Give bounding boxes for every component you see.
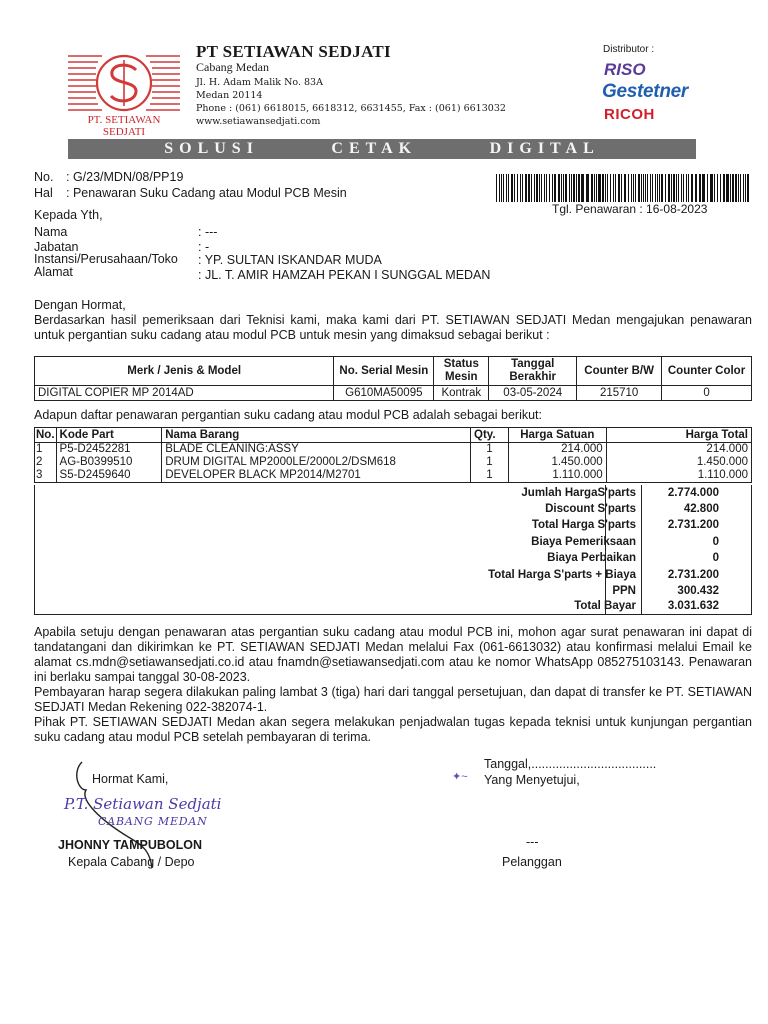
machine-counter-bw: 215710 bbox=[577, 386, 662, 401]
approval-date-line: Tanggal,.................................... bbox=[484, 757, 657, 771]
brand-logo-gestetner: Gestetner bbox=[602, 81, 689, 102]
barcode bbox=[496, 174, 752, 202]
summary-value: 0 bbox=[712, 552, 719, 564]
summary-row bbox=[35, 569, 753, 584]
parts-table bbox=[34, 427, 752, 483]
machine-status: Kontrak bbox=[434, 386, 489, 401]
summary-row bbox=[35, 519, 753, 534]
barcode-bar bbox=[621, 174, 622, 202]
barcode-bar bbox=[569, 174, 570, 202]
subject-value: : Penawaran Suku Cadang atau Modul PCB Mesin bbox=[66, 186, 347, 200]
summary-label: Discount S'parts bbox=[545, 503, 636, 515]
summary-row bbox=[35, 503, 753, 518]
col-header-status: Status Mesin bbox=[434, 357, 489, 386]
summary-label: Jumlah HargaS'parts bbox=[521, 487, 636, 499]
company-phone: Phone : (061) 6618015, 6618312, 6631455, Fax : (061) 6613032 bbox=[196, 103, 506, 114]
logo-caption: PT. SETIAWAN SEDJATI bbox=[87, 114, 161, 138]
barcode-bar bbox=[514, 174, 515, 202]
barcode-bar bbox=[659, 174, 660, 202]
recipient-salutation: Kepada Yth, bbox=[34, 208, 103, 222]
slogan-banner bbox=[68, 139, 696, 159]
barcode-bar bbox=[610, 174, 611, 202]
barcode-bar bbox=[688, 174, 689, 202]
company-address-city: Medan 20114 bbox=[196, 90, 263, 101]
barcode-bar bbox=[676, 174, 677, 202]
part-code: S5-D2459640 bbox=[56, 469, 162, 483]
barcode-bar bbox=[506, 174, 507, 202]
barcode-bar bbox=[695, 174, 697, 202]
part-name: BLADE CLEANING:ASSY bbox=[162, 443, 471, 457]
pen-mark-icon: ✦~ bbox=[452, 771, 468, 783]
col-header-end-date: Tanggal Berakhir bbox=[489, 357, 577, 386]
closing-regards: Hormat Kami, bbox=[92, 772, 169, 786]
barcode-bar bbox=[707, 174, 708, 202]
barcode-bar bbox=[596, 174, 597, 202]
col-header-total-price: Harga Total bbox=[606, 428, 751, 443]
company-stamp-branch: CABANG MEDAN bbox=[98, 815, 208, 828]
barcode-bar bbox=[546, 174, 547, 202]
barcode-bar bbox=[635, 174, 636, 202]
machine-model: DIGITAL COPIER MP 2014AD bbox=[35, 386, 334, 401]
barcode-bar bbox=[618, 174, 620, 202]
part-qty: 1 bbox=[471, 456, 509, 469]
barcode-bar bbox=[647, 174, 648, 202]
summary-label: Total Bayar bbox=[574, 600, 636, 612]
part-no: 1 bbox=[35, 443, 57, 457]
part-unit-price: 214.000 bbox=[508, 443, 606, 457]
barcode-bar bbox=[536, 174, 538, 202]
barcode-bar bbox=[549, 174, 550, 202]
summary-label: Biaya Pemeriksaan bbox=[531, 536, 636, 548]
part-qty: 1 bbox=[471, 443, 509, 457]
barcode-bar bbox=[720, 174, 721, 202]
barcode-bar bbox=[732, 174, 734, 202]
summary-label: Biaya Perbaikan bbox=[547, 552, 636, 564]
barcode-bar bbox=[531, 174, 532, 202]
barcode-bar bbox=[558, 174, 560, 202]
part-code: P5-D2452281 bbox=[56, 443, 162, 457]
col-header-counter-bw: Counter B/W bbox=[577, 357, 662, 386]
barcode-bar bbox=[683, 174, 684, 202]
barcode-bar bbox=[525, 174, 527, 202]
summary-value: 3.031.632 bbox=[667, 600, 719, 612]
barcode-bar bbox=[565, 174, 567, 202]
barcode-bar bbox=[501, 174, 502, 202]
signatory-title: Kepala Cabang / Depo bbox=[68, 855, 195, 869]
barcode-bar bbox=[615, 174, 616, 202]
barcode-bar bbox=[730, 174, 731, 202]
table-row bbox=[35, 443, 752, 457]
barcode-bar bbox=[539, 174, 540, 202]
summary-value: 0 bbox=[712, 536, 719, 548]
barcode-bar bbox=[563, 174, 564, 202]
barcode-bar bbox=[710, 174, 713, 202]
barcode-bar bbox=[645, 174, 646, 202]
barcode-bar bbox=[650, 174, 651, 202]
barcode-bar bbox=[528, 174, 530, 202]
barcode-bar bbox=[607, 174, 608, 202]
barcode-bar bbox=[665, 174, 666, 202]
barcode-bar bbox=[691, 174, 693, 202]
intro-paragraph: Berdasarkan hasil pemeriksaan dari Teknisi kami, maka kami dari PT. SETIAWAN SEDJATI Medan mengajukan penawaran untuk pergantian suku cadang atau modul PCB untuk mesin yang dimaksud sebagai berikut : bbox=[34, 313, 752, 342]
company-stamp: P.T. Setiawan Sedjati bbox=[64, 795, 222, 813]
greeting: Dengan Hormat, bbox=[34, 298, 126, 312]
summary-row bbox=[35, 600, 753, 615]
address-value: : JL. T. AMIR HAMZAH PEKAN I SUNGGAL MEDAN bbox=[198, 268, 491, 282]
barcode-bar bbox=[591, 174, 593, 202]
barcode-bar bbox=[702, 174, 705, 202]
barcode-bar bbox=[655, 174, 656, 202]
parts-table-header bbox=[35, 428, 752, 443]
barcode-bar bbox=[561, 174, 562, 202]
part-qty: 1 bbox=[471, 469, 509, 483]
barcode-bar bbox=[586, 174, 589, 202]
barcode-bar bbox=[508, 174, 509, 202]
company-logo bbox=[66, 44, 182, 138]
summary-value: 2.731.200 bbox=[667, 519, 719, 531]
col-header-no: No. bbox=[36, 428, 55, 441]
part-no: 2 bbox=[35, 456, 57, 469]
barcode-bar bbox=[717, 174, 718, 202]
col-header-unit-price: Harga Satuan bbox=[508, 428, 606, 443]
banner-word: SOLUSI bbox=[164, 140, 259, 157]
part-name: DRUM DIGITAL MP2000LE/2000L2/DSM618 bbox=[162, 456, 471, 469]
barcode-bar bbox=[652, 174, 653, 202]
barcode-bar bbox=[738, 174, 739, 202]
barcode-bar bbox=[668, 174, 670, 202]
number-label: No. bbox=[34, 170, 54, 184]
barcode-bar bbox=[743, 174, 744, 202]
approval-label: Yang Menyetujui, bbox=[484, 773, 580, 787]
barcode-bar bbox=[517, 174, 518, 202]
barcode-bar bbox=[740, 174, 741, 202]
col-header-serial: No. Serial Mesin bbox=[334, 357, 434, 386]
barcode-bar bbox=[628, 174, 629, 202]
customer-name: --- bbox=[526, 835, 539, 849]
company-address-street: Jl. H. Adam Malik No. 83A bbox=[196, 77, 323, 88]
barcode-bar bbox=[673, 174, 675, 202]
barcode-bar bbox=[714, 174, 715, 202]
barcode-bar bbox=[534, 174, 535, 202]
machine-counter-color: 0 bbox=[662, 386, 752, 401]
col-header-item-name: Nama Barang bbox=[162, 428, 471, 443]
barcode-bar bbox=[576, 174, 577, 202]
summary-row bbox=[35, 536, 753, 551]
summary-label: Total Harga S'parts bbox=[531, 519, 636, 531]
barcode-bar bbox=[552, 174, 553, 202]
barcode-bar bbox=[631, 174, 632, 202]
barcode-bar bbox=[573, 174, 575, 202]
part-no: 3 bbox=[35, 469, 57, 483]
barcode-bar bbox=[598, 174, 601, 202]
summary-row bbox=[35, 585, 753, 600]
barcode-bar bbox=[657, 174, 658, 202]
barcode-bar bbox=[671, 174, 672, 202]
company-name: PT SETIAWAN SEDJATI bbox=[196, 42, 391, 61]
barcode-bar bbox=[571, 174, 572, 202]
barcode-bar bbox=[699, 174, 701, 202]
price-summary bbox=[34, 485, 752, 615]
barcode-bar bbox=[503, 174, 504, 202]
name-value: : --- bbox=[198, 225, 218, 239]
barcode-bar bbox=[735, 174, 737, 202]
barcode-bar bbox=[581, 174, 584, 202]
institution-value: : YP. SULTAN ISKANDAR MUDA bbox=[198, 253, 382, 267]
barcode-bar bbox=[613, 174, 614, 202]
barcode-bar bbox=[499, 174, 500, 202]
col-header-qty: Qty. bbox=[471, 428, 509, 443]
barcode-bar bbox=[511, 174, 513, 202]
barcode-bar bbox=[544, 174, 545, 202]
barcode-bar bbox=[745, 174, 746, 202]
parts-intro: Adapun daftar penawaran pergantian suku cadang atau modul PCB adalah sebagai berikut: bbox=[34, 408, 542, 422]
position-label: Jabatan bbox=[34, 240, 79, 254]
number-value: : G/23/MDN/08/PP19 bbox=[66, 170, 184, 184]
summary-value: 2.774.000 bbox=[667, 487, 719, 499]
part-code: AG-B0399510 bbox=[56, 456, 162, 469]
brand-logo-ricoh: RICOH bbox=[604, 106, 655, 123]
barcode-bar bbox=[602, 174, 604, 202]
summary-value: 42.800 bbox=[683, 503, 719, 515]
position-value: : - bbox=[198, 240, 210, 254]
barcode-bar bbox=[726, 174, 729, 202]
summary-row bbox=[35, 552, 753, 567]
customer-label: Pelanggan bbox=[502, 855, 562, 869]
distributor-label: Distributor : bbox=[603, 44, 655, 55]
machine-table-header bbox=[35, 357, 752, 386]
barcode-bar bbox=[686, 174, 687, 202]
barcode-bar bbox=[641, 174, 642, 202]
summary-label: Total Harga S'parts + Biaya bbox=[488, 569, 636, 581]
barcode-bar bbox=[633, 174, 634, 202]
offer-date: Tgl. Penawaran : 16-08-2023 bbox=[552, 202, 708, 216]
barcode-bar bbox=[496, 174, 497, 202]
summary-label: PPN bbox=[612, 585, 636, 597]
barcode-bar bbox=[554, 174, 556, 202]
barcode-bar bbox=[522, 174, 523, 202]
company-website: www.setiawansedjati.com bbox=[196, 116, 321, 127]
brand-logo-riso: RISO bbox=[604, 60, 646, 79]
barcode-bar bbox=[520, 174, 521, 202]
closing-paragraph-schedule: Pihak PT. SETIAWAN SEDJATI Medan akan segera melakukan penjadwalan tugas kepada teknisi untuk kunjungan pergantian suku cadang atau modul PCB setelah pembayaran di terima. bbox=[34, 715, 752, 744]
part-total-price: 1.450.000 bbox=[606, 456, 751, 469]
barcode-bar bbox=[681, 174, 682, 202]
branch-name: Cabang Medan bbox=[196, 60, 269, 74]
barcode-bar bbox=[541, 174, 542, 202]
banner-word: DIGITAL bbox=[489, 140, 600, 157]
machine-serial: G610MA50095 bbox=[334, 386, 434, 401]
name-label: Nama bbox=[34, 225, 68, 239]
banner-word: CETAK bbox=[331, 140, 418, 157]
col-header-counter-color: Counter Color bbox=[662, 357, 752, 386]
barcode-bar bbox=[661, 174, 663, 202]
summary-value: 300.432 bbox=[677, 585, 719, 597]
barcode-bar bbox=[638, 174, 640, 202]
closing-paragraph-payment: Pembayaran harap segera dilakukan paling lambat 3 (tiga) hari dari tanggal persetujuan, dan dapat di transfer ke PT. SETIAWAN SEDJATI Medan Rekening 022-382074-1. bbox=[34, 685, 752, 714]
table-row bbox=[35, 456, 752, 469]
col-header-model: Merk / Jenis & Model bbox=[35, 357, 334, 386]
barcode-bar bbox=[578, 174, 580, 202]
col-header-part-code: Kode Part bbox=[56, 428, 162, 443]
barcode-bar bbox=[605, 174, 606, 202]
barcode-bar bbox=[723, 174, 725, 202]
barcode-bar bbox=[678, 174, 679, 202]
signatory-name: JHONNY TAMPUBOLON bbox=[58, 838, 202, 852]
institution-label: Instansi/Perusahaan/Toko bbox=[34, 252, 178, 266]
part-unit-price: 1.110.000 bbox=[508, 469, 606, 483]
part-name: DEVELOPER BLACK MP2014/M2701 bbox=[162, 469, 471, 483]
table-row bbox=[35, 386, 752, 401]
barcode-bar bbox=[594, 174, 595, 202]
address-label: Alamat bbox=[34, 265, 73, 279]
part-total-price: 214.000 bbox=[606, 443, 751, 457]
machine-table bbox=[34, 356, 752, 401]
subject-label: Hal bbox=[34, 186, 53, 200]
table-row bbox=[35, 469, 752, 483]
part-unit-price: 1.450.000 bbox=[508, 456, 606, 469]
closing-paragraph-approval: Apabila setuju dengan penawaran atas pergantian suku cadang atau modul PCB ini, mohon agar surat penawaran ini dapat di tandatangani dan dikirimkan ke PT. SETIAWAN SEDJATI Medan melalui Fax (061-6613032) atau konfirmasi melalui Email ke alamat cs.mdn@setiawansedjati.co.id atau fnamdn@setiawansedjati.com atau ke nomor WhatsApp 085275103143. Penawaran ini berlaku sampai tanggal 30-08-2023. bbox=[34, 625, 752, 684]
part-total-price: 1.110.000 bbox=[606, 469, 751, 483]
summary-value: 2.731.200 bbox=[667, 569, 719, 581]
summary-row bbox=[35, 487, 753, 502]
barcode-bar bbox=[643, 174, 644, 202]
barcode-bar bbox=[624, 174, 626, 202]
barcode-bar bbox=[747, 174, 749, 202]
machine-end-date: 03-05-2024 bbox=[489, 386, 577, 401]
